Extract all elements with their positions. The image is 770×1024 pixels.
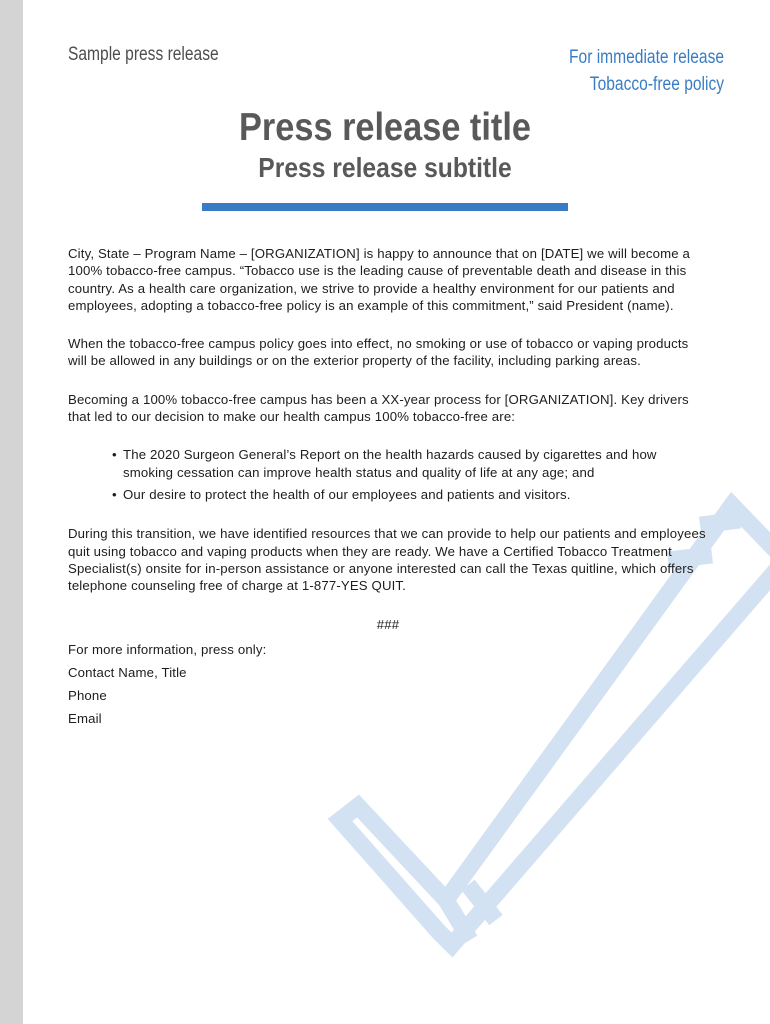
document-type-label: Sample press release [68,44,219,65]
list-item [112,486,708,504]
contact-phone: Phone [68,687,107,703]
list-item-text: Our desire to protect the health of our employees and patients and visitors. [123,487,571,503]
contact-intro: For more information, press only: [68,641,267,657]
title-divider [202,203,568,211]
contact-name-title: Contact Name, Title [68,664,187,680]
end-marker: ### [376,616,400,632]
paragraph-announcement: City, State – Program Name – [ORGANIZATION] is happy to announce that on [DATE] we will become a 100% tobacco-free campus. “Tobacco use is the leading cause of preventable death and disease in this country. As a health care organization, we strive to provide a healthy environment for our patients and employees, adopting a tobacco-free policy is an example of this commitment,” said President (name). [68,246,691,313]
policy-label: Tobacco-free policy [589,74,724,95]
key-drivers-list [68,446,708,504]
contact-email: Email [68,710,102,726]
release-timing: For immediate release [568,47,724,68]
paragraph-resources: During this transition, we have identified resources that we can provide to help our patients and employees quit using tobacco and vaping products when they are ready. We have a Certified Tobacco Treatment Specialist(s) onsite for in-person assistance or anyone interested can call the Texas quitline, which offers telephone counseling free of charge at 1-877-YES QUIT. [68,526,706,594]
bullet-marker: • [112,447,117,463]
press-release-body [68,245,708,733]
side-bar [0,0,23,1024]
paragraph-policy-details: When the tobacco-free campus policy goes into effect, no smoking or use of tobacco or vaping products will be allowed in any buildings or on the exterior property of the facility, including parking areas. [68,336,689,369]
list-item-text: The 2020 Surgeon General’s Report on the health hazards caused by cigarettes and how smoking cessation can improve health status and quality of life at any age; and [123,447,657,481]
page-title: Press release title [239,106,531,149]
release-info [569,44,724,98]
bullet-marker: • [112,487,117,503]
list-item [112,446,708,482]
page-subtitle: Press release subtitle [258,152,512,183]
paragraph-key-drivers: Becoming a 100% tobacco-free campus has been a XX-year process for [ORGANIZATION]. Key drivers that led to our decision to make our health campus 100% tobacco-free are: [68,391,689,425]
